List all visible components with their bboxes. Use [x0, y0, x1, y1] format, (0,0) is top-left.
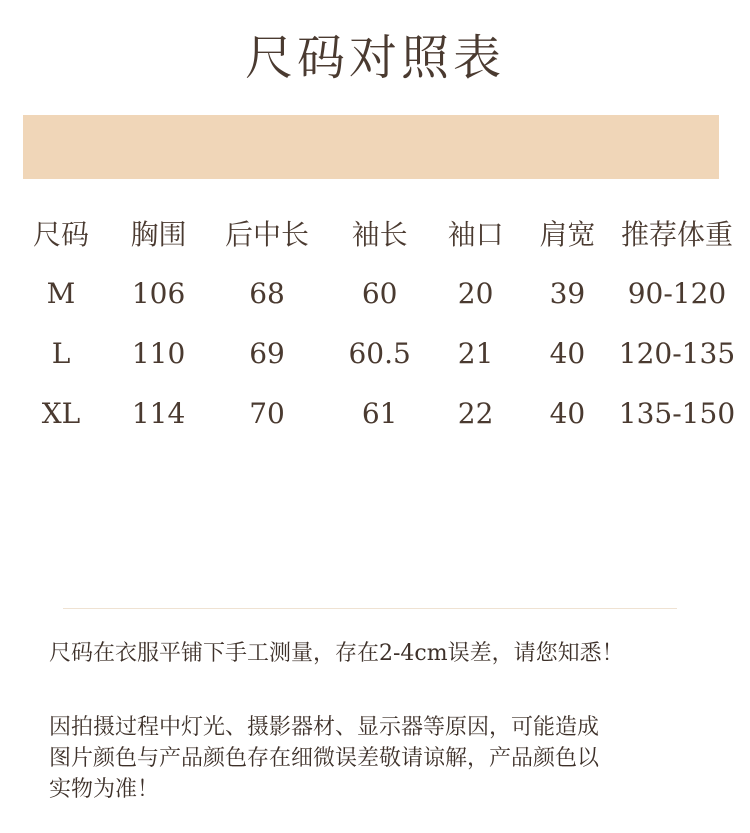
table-cell: 61 [361, 396, 398, 430]
table-row [0, 323, 750, 383]
table-cell: M [46, 276, 76, 310]
header-weight: 推荐体重 [620, 218, 733, 251]
table-cell: 69 [249, 336, 285, 370]
measurement-note: 尺码在衣服平铺下手工测量，存在2-4cm误差，请您知悉！ [49, 641, 624, 666]
table-cell: 70 [249, 396, 285, 430]
table-row [0, 383, 750, 443]
table-cell: 40 [549, 336, 586, 370]
table-cell: 22 [457, 396, 494, 430]
header-cuff: 袖口 [447, 218, 504, 251]
table-cell: 106 [131, 276, 186, 310]
table-cell: 110 [131, 336, 186, 370]
table-cell: 60 [361, 276, 398, 310]
header-shoulder: 肩宽 [539, 218, 596, 251]
page-title: 尺码对照表 [244, 30, 505, 86]
divider [63, 608, 677, 609]
header-chest: 胸围 [130, 218, 187, 251]
table-cell: 114 [131, 396, 186, 430]
table-row [0, 263, 750, 323]
table-cell: 135-150 [618, 396, 736, 430]
disclaimer-line: 实物为准！ [49, 777, 160, 802]
table-cell: XL [41, 396, 81, 430]
header-band [23, 115, 719, 179]
table-cell: 20 [457, 276, 494, 310]
color-disclaimer [49, 712, 719, 805]
size-chart-table [0, 203, 750, 443]
header-sleeve-length: 袖长 [351, 218, 408, 251]
table-cell: 39 [549, 276, 586, 310]
table-cell: 40 [549, 396, 586, 430]
disclaimer-line: 图片颜色与产品颜色存在细微误差敬请谅解，产品颜色以 [49, 746, 600, 771]
header-size: 尺码 [33, 218, 90, 251]
table-cell: 21 [457, 336, 494, 370]
table-cell: 120-135 [618, 336, 736, 370]
table-cell: 68 [249, 276, 285, 310]
table-cell: 90-120 [627, 276, 727, 310]
table-cell: L [51, 336, 71, 370]
table-header-row [0, 203, 750, 263]
disclaimer-line: 因拍摄过程中灯光、摄影器材、显示器等原因，可能造成 [49, 715, 600, 740]
header-back-length: 后中长 [225, 218, 310, 251]
table-cell: 60.5 [348, 336, 411, 370]
